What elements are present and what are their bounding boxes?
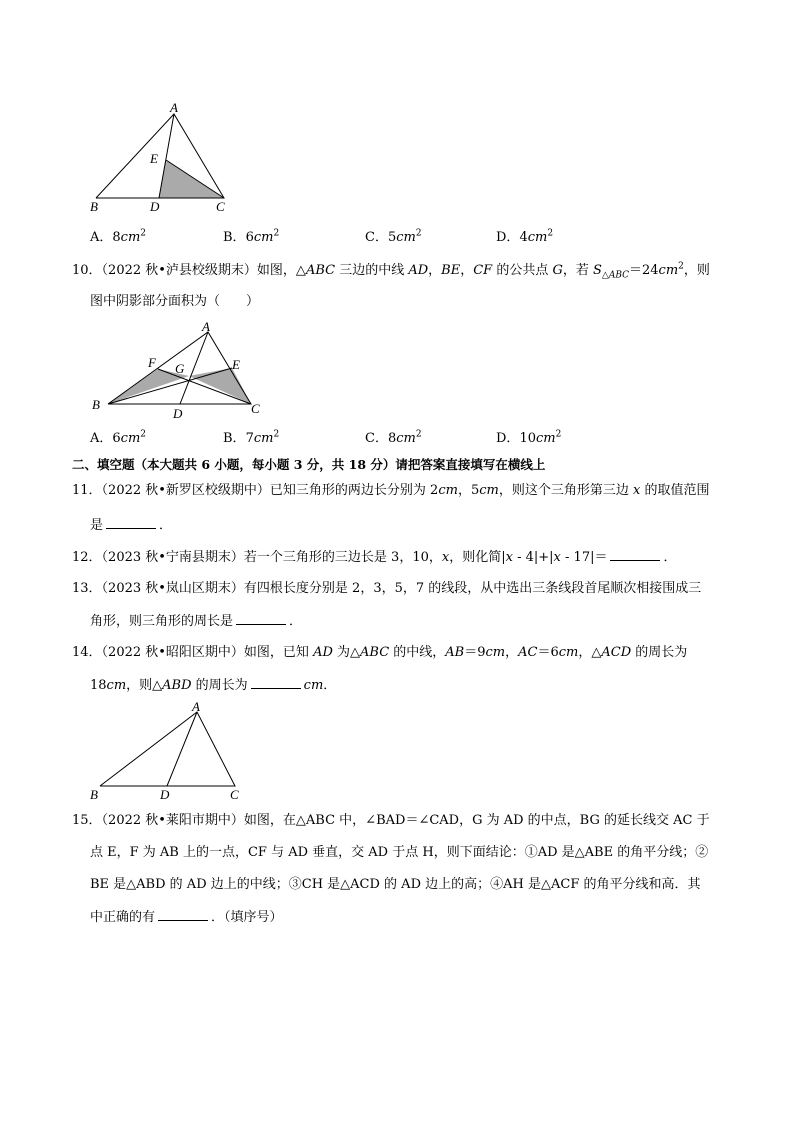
q11-answer-blank[interactable] [106,516,156,529]
q14-label-a: A [192,699,200,714]
q10-option-a: A．$6cm^2$ [90,429,147,446]
q10-label-c: C [251,401,260,416]
q10-question-line2: 图中阴影部分面积为（ ） [90,294,260,309]
q10-shaded-right [189,368,251,404]
q15-question-line1: 15．（2022 秋•莱阳市期中）如图，在△ABC 中，∠BAD＝∠CAD，G 为 AD 的中点，BG 的延长线交 AC 于 [72,813,710,828]
q14-triangle-figure [85,698,250,808]
q9-label-d: D [150,199,160,214]
q14-label-d: D [160,787,170,802]
q10-label-f: F [148,355,156,370]
q10-option-b: B．$7cm^2$ [223,429,280,446]
q9-label-e: E [150,151,158,166]
q14-label-c: C [230,787,239,802]
q9-label-c: C [216,199,225,214]
q14-label-b: B [90,787,98,802]
q10-triangle-figure [88,318,273,423]
q14-question-line1: 14．（2022 秋•昭阳区期中）如图，已知 AD 为△ABC 的中线，AB＝9cm，AC＝6cm，△ACD 的周长为 [72,645,688,660]
q10-question-line1: 10．（2022 秋•泸县校级期末）如图，△ABC 三边的中线 AD，BE，CF 的公共点 G，若 $S_{\triangle ABC}=24cm^2$，则 [72,261,710,281]
q9-option-b: B．$6cm^2$ [223,228,280,245]
section-heading-fill-in: 二、填空题（本大题共 6 小题，每小题 3 分，共 18 分）请把答案直接填写在横线上 [72,457,546,472]
q9-label-b: B [90,199,98,214]
q11-question-line2: 是 ． [90,518,173,533]
q13-answer-blank[interactable] [236,612,286,625]
q9-shaded-region [159,160,224,198]
q12-answer-blank[interactable] [610,548,660,561]
q15-answer-blank[interactable] [158,908,208,921]
q10-label-a: A [202,319,210,334]
q12-question: 12．（2023 秋•宁南县期末）若一个三角形的三边长是 3，10，x，则化简|x - 4|+|x - 17|＝ ． [72,550,677,565]
q10-option-d: D．$10cm^2$ [496,429,562,446]
q10-label-d: D [173,406,183,421]
q13-question-line2: 角形，则三角形的周长是 ． [90,614,303,629]
q13-question-line1: 13．（2023 秋•岚山区期末）有四根长度分别是 2，3，5，7 的线段，从中选出三条线段首尾顺次相接围成三 [72,581,702,596]
q10-label-g: G [175,361,185,376]
q9-triangle-figure [85,100,245,215]
q9-option-c: C．$5cm^2$ [365,228,422,245]
q15-question-line4: 中正确的有 ．（填序号） [90,910,283,925]
q14-answer-blank[interactable] [251,676,301,689]
q11-question-line1: 11．（2022 秋•新罗区校级期中）已知三角形的两边长分别为 2cm，5cm，则这个三角形第三边 x 的取值范围 [72,483,710,498]
q9-label-a: A [170,100,178,115]
q10-label-e: E [232,357,240,372]
q14-question-line2: 18cm，则△ABD 的周长为 cm． [90,678,337,693]
q9-option-d: D．$4cm^2$ [496,228,554,245]
q10-option-c: C．$8cm^2$ [365,429,422,446]
q15-question-line3: BE 是△ABD 的 AD 边上的中线；③CH 是△ACD 的 AD 边上的高；④AH 是△ACF 的角平分线和高．其 [90,877,701,892]
q14-triangle-outline [100,712,235,786]
q9-option-a: A．$8cm^2$ [90,228,147,245]
q10-label-b: B [92,397,100,412]
q15-question-line2: 点 E，F 为 AB 上的一点，CF 与 AD 垂直，交 AD 于点 H，则下面结论：①AD 是△ABE 的角平分线；② [90,845,709,860]
